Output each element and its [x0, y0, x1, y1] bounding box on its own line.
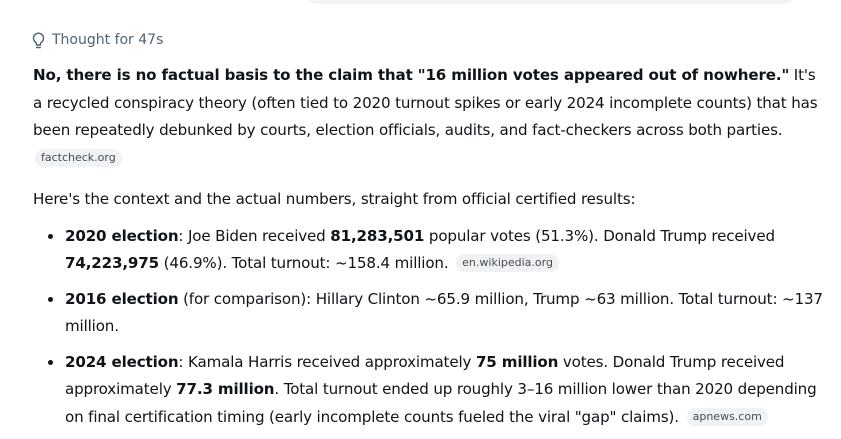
bullet-text: popular votes (51.3%). Donald Trump received: [424, 226, 775, 245]
bullet-label: 2024 election: [65, 352, 179, 371]
results-list: [33, 223, 823, 432]
list-item: [65, 286, 823, 341]
bullet-bold: 75 million: [475, 352, 559, 371]
bullet-text: : Joe Biden received: [178, 226, 331, 245]
thought-label: Thought for 47s: [52, 32, 164, 48]
bullet-text: (46.9%). Total turnout: ~158.4 million.: [159, 254, 449, 272]
source-chip[interactable]: en.wikipedia.org: [456, 254, 559, 272]
bullet-label: 2020 election: [65, 226, 179, 245]
lightbulb-icon: [31, 32, 46, 49]
summary-text: It's a recycled conspiracy theory (often tied to 2020 turnout spikes or early 2024 incomplete counts) that has been repeatedly debunked by courts, election officials, audits, and fact-checkers across both parties.: [33, 66, 818, 139]
bullet-bold: 81,283,501: [330, 226, 425, 245]
bullet-text: : Kamala Harris received approximately: [178, 352, 476, 371]
bullet-text: . Total turnout ended up roughly 3–16 million lower than 2020 depending on final certification timing (early incomplete counts fueled the viral "gap" claims).: [65, 380, 817, 426]
summary-paragraph: [33, 62, 823, 172]
thought-indicator[interactable]: [31, 30, 163, 50]
bullet-text: (for comparison): Hillary Clinton ~65.9 million, Trump ~63 million. Total turnout: ~137 million.: [65, 289, 823, 335]
list-item: [65, 223, 823, 278]
source-chip[interactable]: factcheck.org: [35, 149, 122, 167]
context-paragraph: Here's the context and the actual numbers, straight from official certified results:: [33, 190, 636, 208]
bullet-bold: 77.3 million: [176, 380, 275, 398]
list-item: [65, 349, 823, 432]
bullet-label: 2016 election: [65, 289, 179, 308]
bullet-bold: 74,223,975: [65, 254, 159, 272]
bullet-text: votes. Donald Trump received approximately: [65, 352, 785, 398]
message-input-box[interactable]: [300, 0, 800, 4]
source-chip[interactable]: apnews.com: [687, 408, 768, 426]
response-body: [33, 62, 823, 439]
summary-bold: No, there is no factual basis to the claim that "16 million votes appeared out of nowhere.": [33, 66, 790, 84]
